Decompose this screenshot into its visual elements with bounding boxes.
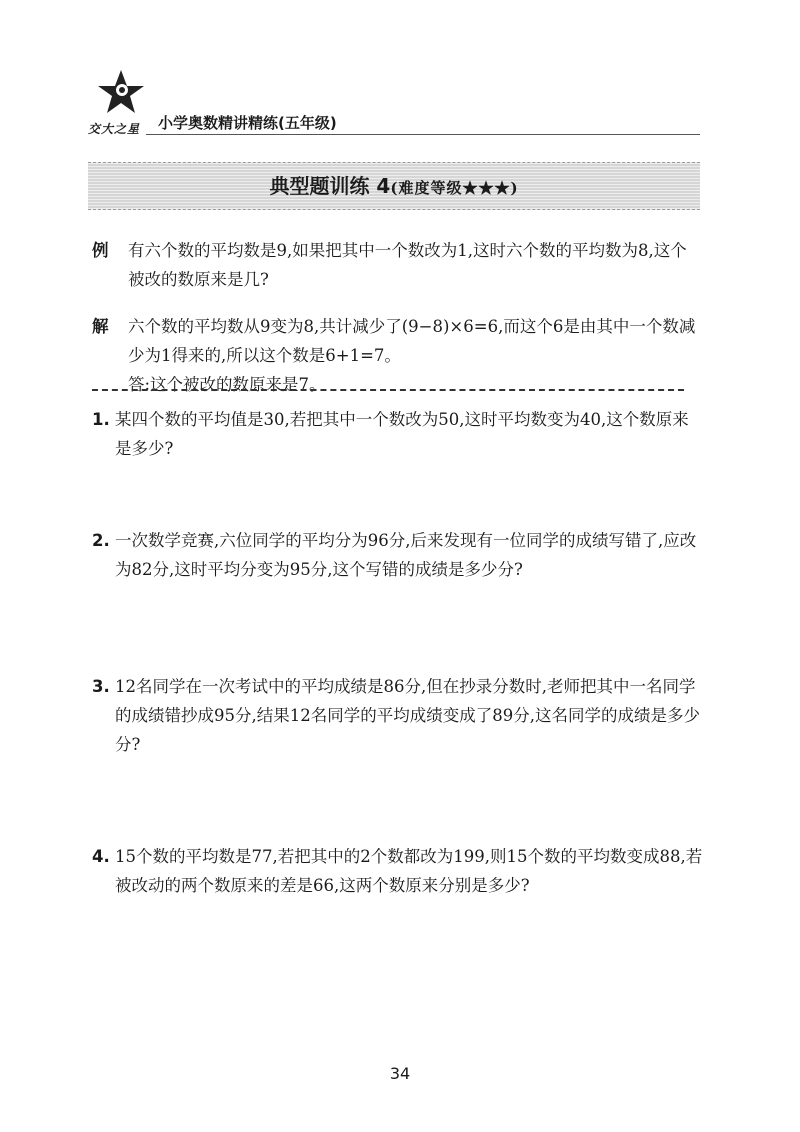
question-text: 15个数的平均数是77,若把其中的2个数都改为199,则15个数的平均数变成88,若被改动的两个数原来的差是66,这两个数原来分别是多少? xyxy=(115,847,703,895)
logo-text: 交大之星 xyxy=(88,122,141,136)
question-text: 12名同学在一次考试中的平均成绩是86分,但在抄录分数时,老师把其中一名同学的成绩错抄成95分,结果12名同学的平均成绩变成了89分,这名同学的成绩是多少分? xyxy=(115,677,700,754)
question-item xyxy=(92,672,704,759)
question-number: 4. xyxy=(92,847,110,866)
section-banner xyxy=(88,162,700,210)
header-divider xyxy=(146,134,700,135)
page-number: 34 xyxy=(389,1064,411,1083)
page-header xyxy=(88,60,700,140)
question-item xyxy=(92,842,704,900)
book-title: 小学奥数精讲精练(五年级) xyxy=(158,114,337,132)
example-block xyxy=(92,236,702,294)
difficulty-label: (难度等级★★★) xyxy=(390,179,519,197)
section-title: 典型题训练 4 xyxy=(269,174,391,198)
solution-text: 六个数的平均数从9变为8,共计减少了(9−8)×6=6,而这个6是由其中一个数减少为1得来的,所以这个数是6+1=7。 xyxy=(128,317,696,365)
question-text: 某四个数的平均值是30,若把其中一个数改为50,这时平均数变为40,这个数原来是多少? xyxy=(115,410,689,458)
example-label: 例 xyxy=(92,241,109,260)
question-number: 3. xyxy=(92,677,110,696)
example-text: 有六个数的平均数是9,如果把其中一个数改为1,这时六个数的平均数为8,这个被改的数原来是几? xyxy=(128,241,687,289)
solution-block xyxy=(92,312,702,399)
question-item xyxy=(92,405,704,463)
question-text: 一次数学竞赛,六位同学的平均分为96分,后来发现有一位同学的成绩写错了,应改为82分,这时平均分变为95分,这个写错的成绩是多少分? xyxy=(115,531,697,579)
question-item xyxy=(92,526,704,584)
question-number: 1. xyxy=(92,410,110,429)
logo xyxy=(88,68,158,136)
question-number: 2. xyxy=(92,531,110,550)
solution-label: 解 xyxy=(92,317,109,336)
solution-answer: 答:这个被改的数原来是7。 xyxy=(128,375,326,394)
star-logo-icon xyxy=(96,68,146,116)
section-divider xyxy=(92,389,684,391)
